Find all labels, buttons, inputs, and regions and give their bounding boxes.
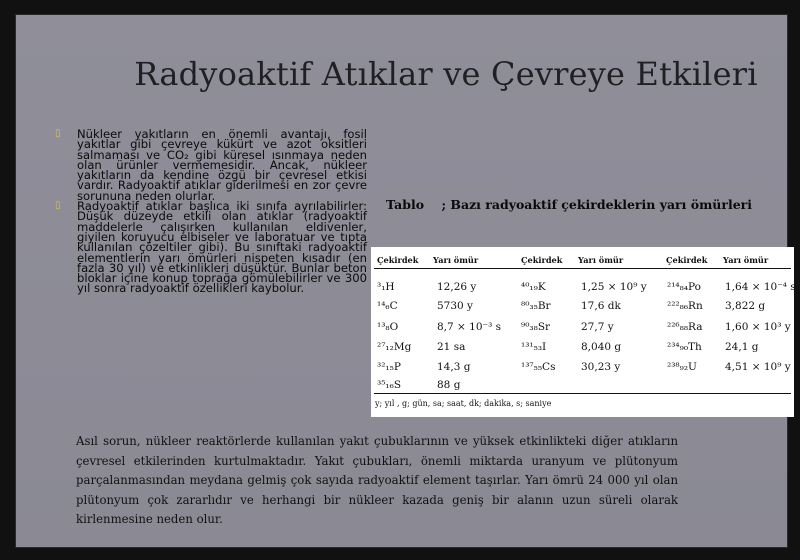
table-cell-nuclide: ⁹⁰₃₈Sr <box>521 321 551 333</box>
table-header: Yarı ömür <box>578 255 624 265</box>
bullet-item <box>55 129 367 201</box>
table-cell-half-life: 1,64 × 10⁻⁴ s <box>725 281 796 293</box>
table-header: Çekirdek <box>521 255 563 265</box>
table-cell-half-life: 1,25 × 10⁹ y <box>581 281 647 293</box>
table-cell-nuclide: ²⁷₁₂Mg <box>377 341 412 353</box>
table-cell-nuclide: ²¹⁴₈₄Po <box>667 281 702 293</box>
table-cell-half-life: 8,040 g <box>581 341 622 353</box>
table-cell-half-life: 17,6 dk <box>581 300 621 312</box>
table-rule <box>374 393 791 394</box>
table-cell-nuclide: ¹⁴₆C <box>377 300 398 312</box>
table-cell-nuclide: ²²²₈₆Rn <box>667 300 703 312</box>
table-cell-nuclide: ³²₁₅P <box>377 361 401 373</box>
table-header: Yarı ömür <box>433 255 479 265</box>
table-cell-half-life: 88 g <box>437 379 461 391</box>
table-header: Çekirdek <box>377 255 419 265</box>
half-life-table <box>371 247 794 417</box>
table-cell-nuclide: ³⁵₁₆S <box>377 379 402 391</box>
bullet-marker-icon: ▯ <box>55 200 61 212</box>
bullet-item <box>55 201 367 294</box>
bullet-text: Nükleer yakıtların en önemli avantajı, fosil yakıtlar gibi çevreye kükürt ve azot oksitleri salmaması ve CO₂ gibi küresel ısınmaya neden olan ürünler vermemesidir. Ancak, nükleer yakıtların da kendine özgü bir çevresel etkisi vardır. Radyoaktif atıklar giderilmesi en zor çevre sorununa neden olurlar. <box>77 127 367 203</box>
table-cell-nuclide: ⁸⁰₃₅Br <box>521 300 551 312</box>
table-cell-half-life: 30,23 y <box>581 361 621 373</box>
slide-title: Radyoaktif Atıklar ve Çevreye Etkileri <box>134 55 758 93</box>
table-cell-half-life: 3,822 g <box>725 300 766 312</box>
table-cell-half-life: 14,3 g <box>437 361 471 373</box>
table-cell-nuclide: ¹³⁷₅₅Cs <box>521 361 556 373</box>
table-cell-half-life: 4,51 × 10⁹ y <box>725 361 791 373</box>
table-cell-half-life: 8,7 × 10⁻³ s <box>437 321 502 333</box>
table-footnote: y; yıl , g; gün, sa; saat, dk; dakika, s; saniye <box>375 399 552 408</box>
slide <box>15 14 796 548</box>
table-cell-half-life: 27,7 y <box>581 321 614 333</box>
table-cell-nuclide: ²³⁴₉₀Th <box>667 341 702 353</box>
bullet-list <box>55 129 367 294</box>
table-cell-nuclide: ²³⁸₉₂U <box>667 361 697 373</box>
table-cell-half-life: 21 sa <box>437 341 466 353</box>
table-cell-half-life: 5730 y <box>437 300 473 312</box>
table-cell-nuclide: ³₁H <box>377 281 395 293</box>
bullet-marker-icon: ▯ <box>55 128 61 139</box>
table-rule <box>374 268 791 269</box>
table-caption: Tablo ; Bazı radyoaktif çekirdeklerin yarı ömürleri <box>386 197 753 212</box>
table-header: Çekirdek <box>666 255 708 265</box>
table-header: Yarı ömür <box>723 255 769 265</box>
table-cell-half-life: 24,1 g <box>725 341 759 353</box>
table-cell-half-life: 12,26 y <box>437 281 477 293</box>
body-paragraph: Asıl sorun, nükleer reaktörlerde kullanılan yakıt çubuklarının ve yüksek etkinlikteki diğer atıkların çevresel etkilerinden kurtulmaktadır. Yakıt çubukları, önemli miktarda uranyum ve plütonyum parçalanmasından meydana gelmiş çok sayıda radyoaktif element taşırlar. Yarı ömrü 24 000 yıl olan plütonyum çok zararlıdır ve herhangi bir nükleer kazada geniş bir alanın uzun süreli olarak kirlenmesine neden olur. <box>76 434 678 527</box>
bullet-text: Radyoaktif atıklar başlıca iki sınıfa ayrılabilirler: Düşük düzeyde etkili olan atıklar (radyoaktif maddelerle çalışırken kullanılan eldivenler, giyilen koruyucu elbiseler ve laboratuar ve tıpta kullanılan çözeltiler gibi). Bu sınıftaki radyoaktif elementlerin yarı ömürleri nispeten kısadır (en fazla 30 yıl) ve etkinlikleri düşüktür. Bunlar beton bloklar içine konup toprağa gömülebilirler ve 300 yıl sonra radyoaktif özellikleri kaybolur. <box>77 199 367 296</box>
table-cell-half-life: 1,60 × 10³ y <box>725 321 791 333</box>
table-cell-nuclide: ⁴⁰₁₉K <box>521 281 546 293</box>
table-cell-nuclide: ²²⁶₈₈Ra <box>667 321 703 333</box>
table-cell-nuclide: ¹³¹₅₃I <box>521 341 547 353</box>
table-cell-nuclide: ¹³₈O <box>377 321 399 333</box>
